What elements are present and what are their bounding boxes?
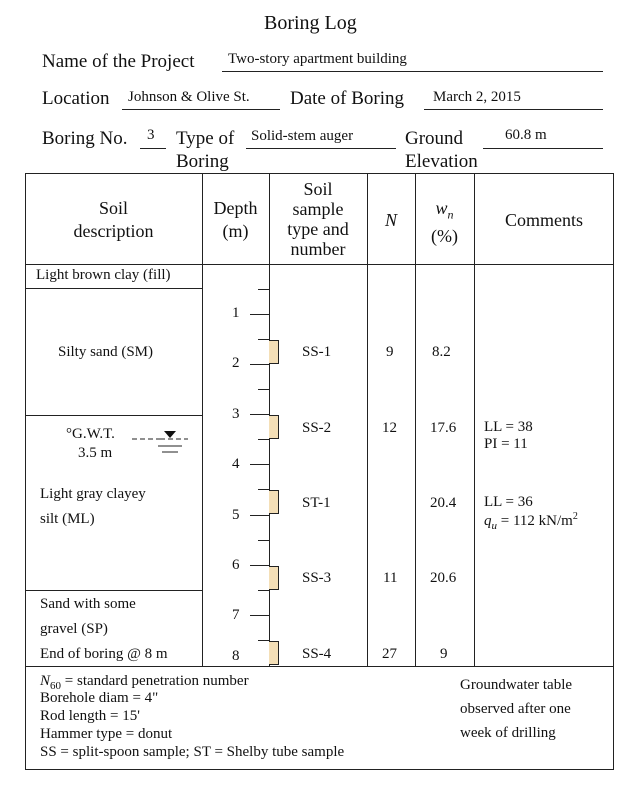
- col-divider-1: [202, 173, 203, 666]
- project-value: Two-story apartment building: [228, 51, 407, 67]
- ground-value: 60.8 m: [505, 127, 547, 143]
- header-depth: Depth (m): [213, 198, 258, 241]
- location-underline: [122, 109, 280, 110]
- tick-1h: [258, 339, 269, 340]
- header-soil-description: Soil description: [73, 198, 154, 241]
- sample-n: 12: [382, 420, 397, 436]
- groundwater-symbol-icon: [130, 428, 192, 466]
- comment-pi-1: PI = 11: [484, 436, 528, 452]
- tick-5: [250, 515, 269, 516]
- col-divider-5: [474, 173, 475, 666]
- sample-marker: [269, 490, 279, 514]
- sample-id: SS-2: [302, 420, 332, 436]
- soil-layer-2: Silty sand (SM): [58, 344, 154, 360]
- tick-2: [250, 364, 269, 365]
- depth-label-2: 2: [232, 355, 240, 371]
- sample-marker: [269, 340, 279, 364]
- depth-axis: [269, 270, 270, 666]
- comment-ll-1: LL = 38: [484, 419, 533, 435]
- layer-divider-2: [25, 415, 202, 416]
- sample-id: SS-1: [302, 344, 332, 360]
- header-n: N: [384, 210, 397, 230]
- sample-marker: [269, 641, 279, 665]
- tick-0: [258, 289, 269, 290]
- tick-4h: [258, 489, 269, 490]
- header-wn: $w_n$ (%): [431, 198, 458, 246]
- ground-underline: [483, 148, 603, 149]
- sample-n: 9: [386, 344, 394, 360]
- tick-2h: [258, 389, 269, 390]
- footnote-hammer: Hammer type = donut: [40, 726, 173, 742]
- boring-type-label-1: Type of: [176, 128, 235, 149]
- header-divider: [25, 264, 614, 265]
- ground-label-1: Ground: [405, 128, 464, 149]
- gwt-label-1: °G.W.T.: [66, 426, 115, 442]
- project-label: Name of the Project: [42, 51, 195, 72]
- boring-no-label: Boring No.: [42, 128, 128, 149]
- soil-layer-3-line-1: Light gray clayey: [40, 486, 146, 502]
- gwt-label-2: 3.5 m: [78, 445, 113, 461]
- sample-n: 11: [383, 570, 398, 586]
- tick-7h: [258, 640, 269, 641]
- sample-wn: 20.6: [430, 570, 457, 586]
- tick-3: [250, 414, 269, 415]
- soil-layer-1: Light brown clay (fill): [36, 267, 171, 283]
- boring-no-value: 3: [147, 127, 155, 143]
- sample-id: SS-4: [302, 646, 332, 662]
- sample-id: ST-1: [302, 495, 331, 511]
- footnote-borehole: Borehole diam = 4": [40, 690, 159, 706]
- sample-wn: 20.4: [430, 495, 457, 511]
- header-comments: Comments: [504, 210, 583, 230]
- depth-label-8: 8: [232, 648, 240, 664]
- date-label: Date of Boring: [290, 88, 404, 109]
- comment-qu: $q_u = 112$ $kN/m^2$: [484, 511, 578, 532]
- depth-label-5: 5: [232, 507, 240, 523]
- soil-layer-4-line-1: Sand with some: [40, 596, 136, 612]
- page-title: Boring Log: [264, 12, 357, 34]
- footnote-groundwater-1: Groundwater table: [460, 677, 573, 693]
- depth-label-3: 3: [232, 406, 240, 422]
- tick-6h: [258, 590, 269, 591]
- project-underline: [222, 71, 603, 72]
- soil-layer-4-line-2: gravel (SP): [40, 621, 108, 637]
- location-label: Location: [42, 88, 110, 109]
- footnote-rod: Rod length = 15': [40, 708, 140, 724]
- ground-label-2: Elevation: [405, 151, 478, 172]
- depth-label-4: 4: [232, 456, 240, 472]
- tick-7: [250, 615, 269, 616]
- sample-n: 27: [382, 646, 397, 662]
- tick-5h: [258, 540, 269, 541]
- tick-1: [250, 314, 269, 315]
- header-soil-sample: Soil sample type and number: [287, 179, 349, 259]
- sample-marker: [269, 415, 279, 439]
- date-underline: [424, 109, 603, 110]
- comment-ll-2: LL = 36: [484, 494, 533, 510]
- depth-label-6: 6: [232, 557, 240, 573]
- sample-wn: 8.2: [432, 344, 451, 360]
- depth-label-7: 7: [232, 607, 240, 623]
- boring-type-label-2: Boring: [176, 151, 229, 172]
- col-divider-3: [367, 173, 368, 666]
- location-value: Johnson & Olive St.: [128, 89, 250, 105]
- footnote-groundwater-2: observed after one: [460, 701, 571, 717]
- footer-divider: [25, 666, 614, 667]
- footnote-groundwater-3: week of drilling: [460, 725, 556, 741]
- soil-layer-3-line-2: silt (ML): [40, 511, 95, 527]
- depth-label-1: 1: [232, 305, 240, 321]
- layer-divider-1: [25, 288, 202, 289]
- tick-3h: [258, 439, 269, 440]
- sample-wn: 17.6: [430, 420, 457, 436]
- footnote-n60: $N_{60}$ = standard penetration number: [40, 673, 249, 692]
- sample-id: SS-3: [302, 570, 332, 586]
- tick-6: [250, 565, 269, 566]
- layer-divider-3: [25, 590, 202, 591]
- date-value: March 2, 2015: [433, 89, 521, 105]
- sample-wn: 9: [440, 646, 448, 662]
- footnote-legend: SS = split-spoon sample; ST = Shelby tube sample: [40, 744, 345, 760]
- end-of-boring: End of boring @ 8 m: [40, 646, 168, 662]
- boring-type-underline: [246, 148, 396, 149]
- boring-type-value: Solid-stem auger: [251, 128, 354, 144]
- boring-no-underline: [140, 148, 166, 149]
- sample-marker: [269, 566, 279, 590]
- tick-4: [250, 464, 269, 465]
- col-divider-4: [415, 173, 416, 666]
